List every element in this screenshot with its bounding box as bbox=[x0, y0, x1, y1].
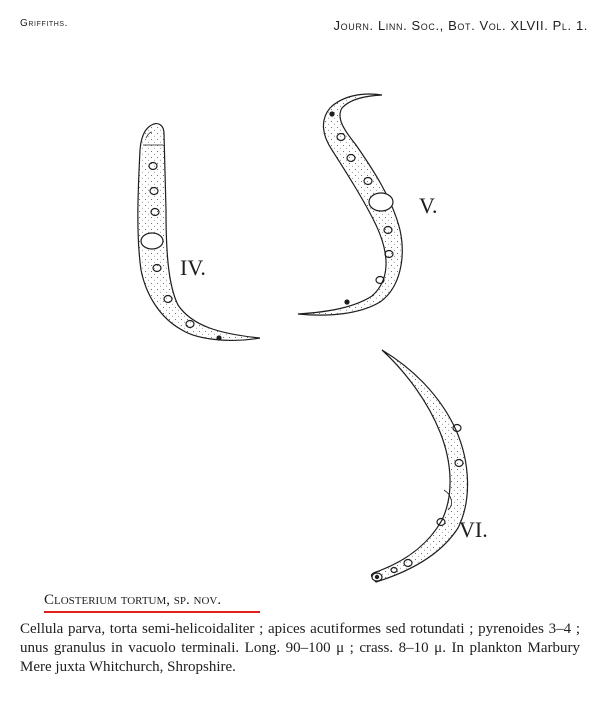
figure-label-iv: IV. bbox=[180, 255, 206, 280]
running-header-author: Griffiths. bbox=[20, 18, 69, 29]
title-underline bbox=[44, 611, 260, 613]
cell-figure-v bbox=[298, 94, 402, 315]
figure-label-v: V. bbox=[419, 193, 438, 218]
species-title: Closterium tortum, sp. nov. bbox=[44, 592, 222, 608]
figure-label-vi: VI. bbox=[459, 517, 488, 542]
running-header-journal: Journ. Linn. Soc., Bot. Vol. XLVII. Pl. 1. bbox=[333, 18, 588, 33]
species-description: Cellula parva, torta semi-helicoidaliter ; apices acutiformes sed rotundati ; pyrenoides 3–4 ; unus granulus in vacuolo terminali. Long. 90–100 μ ; crass. 8–10 μ. In plankton Marbury Mere juxta Whitchurch, Shropshire. bbox=[20, 621, 580, 675]
cell-figure-vi bbox=[372, 350, 468, 582]
cell-figure-iv bbox=[138, 124, 260, 341]
